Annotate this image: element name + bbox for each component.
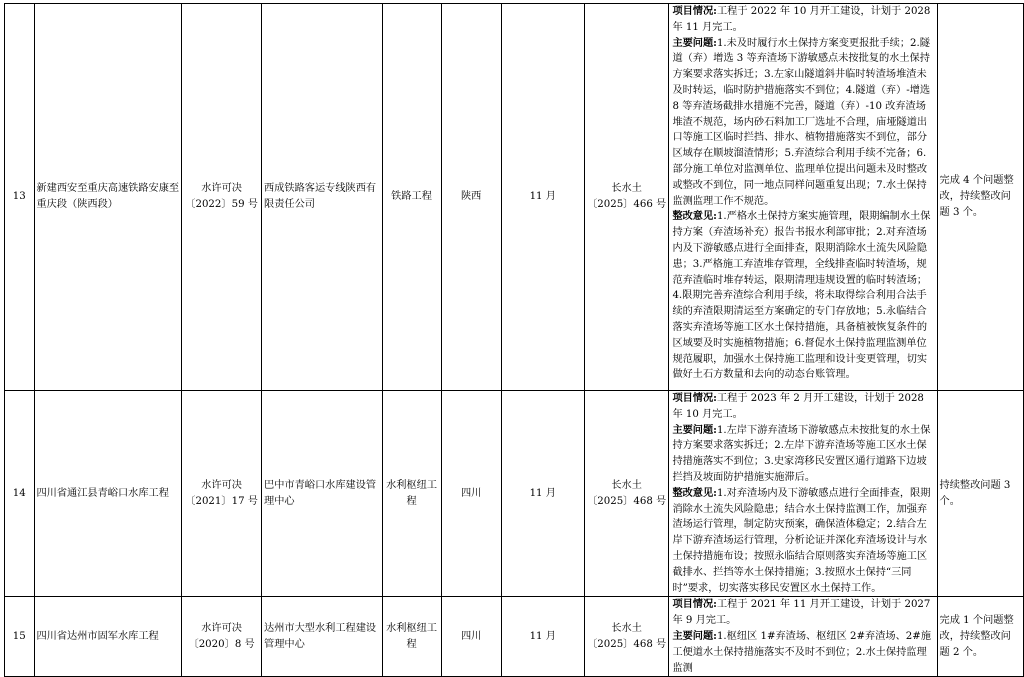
approval-document: 水许可决 〔2021〕17 号 xyxy=(182,391,262,597)
approval-document: 水许可决 〔2022〕59 号 xyxy=(182,4,262,391)
approval-document: 水许可决 〔2020〕8 号 xyxy=(182,597,262,677)
construction-unit: 西成铁路客运专线陕西有限责任公司 xyxy=(262,4,382,391)
row-number: 14 xyxy=(5,391,35,597)
rectification-status: 完成 4 个问题整改，持续整改问题 3 个。 xyxy=(937,4,1023,391)
construction-unit: 巴中市青峪口水库建设管理中心 xyxy=(262,391,382,597)
row-number: 13 xyxy=(5,4,35,391)
rectify-label: 整改意见: xyxy=(672,210,717,223)
project-type: 铁路工程 xyxy=(382,4,441,391)
problems-label: 主要问题: xyxy=(672,423,717,436)
problems-text: 1.左岸下游弃渣场下游敏感点未按批复的水土保持方案要求落实拆迁；2.左岸下游弃渣场等施工区水土保持措施落实不到位；3.史家湾移民安置区通行道路下边坡拦挡及坡面防护措施实施滞后。 xyxy=(672,424,931,483)
construction-unit: 达州市大型水利工程建设管理中心 xyxy=(262,597,382,677)
table-row xyxy=(5,4,1024,391)
rectify-text: 1.严格水土保持方案实施管理，限期编制水土保持方案（弃渣场补充）报告书报水利部审批；2.对弃渣场内及下游敏感点进行全面排查，限期消除水土流失风险隐患；3.严格施工弃渣堆存管理，全线排查临时转渣场，规范弃渣临时堆存转运，限期清理违规设置的临时转渣场；4.限期完善弃渣综合利用手续，将未取得综合利用合法手续的弃渣限期清运至方案确定的专门存放地；5.永临结合落实弃渣场等施工区水土保持措施，具备植被恢复条件的区域要及时实施植物措施；6.督促水土保持监理监测单位规范履职，加强水土保持施工监理和设计变更管理，切实做好土石方数量和去向的动态台账管理。 xyxy=(672,211,931,381)
inspection-detail xyxy=(669,4,937,391)
notice-document: 长水土 〔2025〕468 号 xyxy=(584,391,669,597)
province: 四川 xyxy=(441,391,501,597)
inspection-month: 11 月 xyxy=(501,597,584,677)
project-name: 四川省达州市固军水库工程 xyxy=(34,597,182,677)
rectify-label: 整改意见: xyxy=(672,486,717,499)
situation-text: 工程于 2021 年 11 月开工建设，计划于 2027 年 9 月完工。 xyxy=(672,599,931,627)
rectification-status: 持续整改问题 3 个。 xyxy=(937,391,1023,597)
rectify-text: 1.对弃渣场内及下游敏感点进行全面排查，限期消除水土流失风险隐患；结合水土保持监测工作，加强弃渣场运行管理，制定防灾预案，确保渣体稳定；2.结合左岸下游弃渣场运行管理，分析论证并深化弃渣场设计与水土保持措施布设；按照永临结合原则落实弃渣场等施工区截排水、拦挡等水土保持措施；3.按照水土保持“三同时”要求，切实落实移民安置区水土保持工作。 xyxy=(672,487,931,594)
province: 陕西 xyxy=(441,4,501,391)
inspection-month: 11 月 xyxy=(501,391,584,597)
project-type: 水利枢纽工程 xyxy=(382,391,441,597)
problems-label: 主要问题: xyxy=(672,629,717,642)
situation-text: 工程于 2022 年 10 月开工建设，计划于 2028 年 11 月完工。 xyxy=(672,6,931,33)
inspection-detail xyxy=(669,391,937,597)
inspection-month: 11 月 xyxy=(501,4,584,391)
problems-label: 主要问题: xyxy=(672,36,717,49)
project-type: 水利枢纽工程 xyxy=(382,597,441,677)
situation-label: 项目情况: xyxy=(672,5,717,17)
notice-document: 长水土 〔2025〕466 号 xyxy=(584,4,669,391)
problems-text: 1.枢纽区 1#弃渣场、枢纽区 2#弃渣场、2#施工便道水土保持措施落实不及时不到位；2.水土保持监理监测 xyxy=(672,630,932,674)
project-inspection-table xyxy=(4,3,1024,677)
situation-label: 项目情况: xyxy=(672,598,717,611)
problems-text: 1.未及时履行水土保持方案变更报批手续；2.隧道（弃）增选 3 等弃渣场下游敏感点未按批复的水土保持方案要求落实拆迁；3.左家山隧道斜井临时转渣场堆渣未及时转运，临时防护措施落实不到位；4.隧道（弃）-增选 8 等弃渣场截排水措施不完善，隧道（弃）-10 改弃渣场堆渣不规范，场内砂石料加工厂选址不合理，庙垭隧道出口等施工区临时拦挡、排水、植物措施落实不到位，部分区域存在顺坡溜渣情形；5.弃渣综合利用手续不完备；6.部分施工单位对监测单位、监理单位提出问题未及时整改或整改不到位，同一地点同样问题重复出现；7.水土保持监测监理工作不规范。 xyxy=(672,37,931,207)
situation-text: 工程于 2023 年 2 月开工建设，计划于 2028 年 10 月完工。 xyxy=(672,393,924,420)
rectification-status: 完成 1 个问题整改，持续整改问题 2 个。 xyxy=(937,597,1023,677)
table-row xyxy=(5,597,1024,677)
project-name: 新建西安至重庆高速铁路安康至重庆段（陕西段） xyxy=(34,4,182,391)
province: 四川 xyxy=(441,597,501,677)
project-name: 四川省通江县青峪口水库工程 xyxy=(34,391,182,597)
situation-label: 项目情况: xyxy=(672,392,717,404)
inspection-detail xyxy=(669,597,937,677)
notice-document: 长水土 〔2025〕468 号 xyxy=(584,597,669,677)
table-row xyxy=(5,391,1024,597)
row-number: 15 xyxy=(5,597,35,677)
